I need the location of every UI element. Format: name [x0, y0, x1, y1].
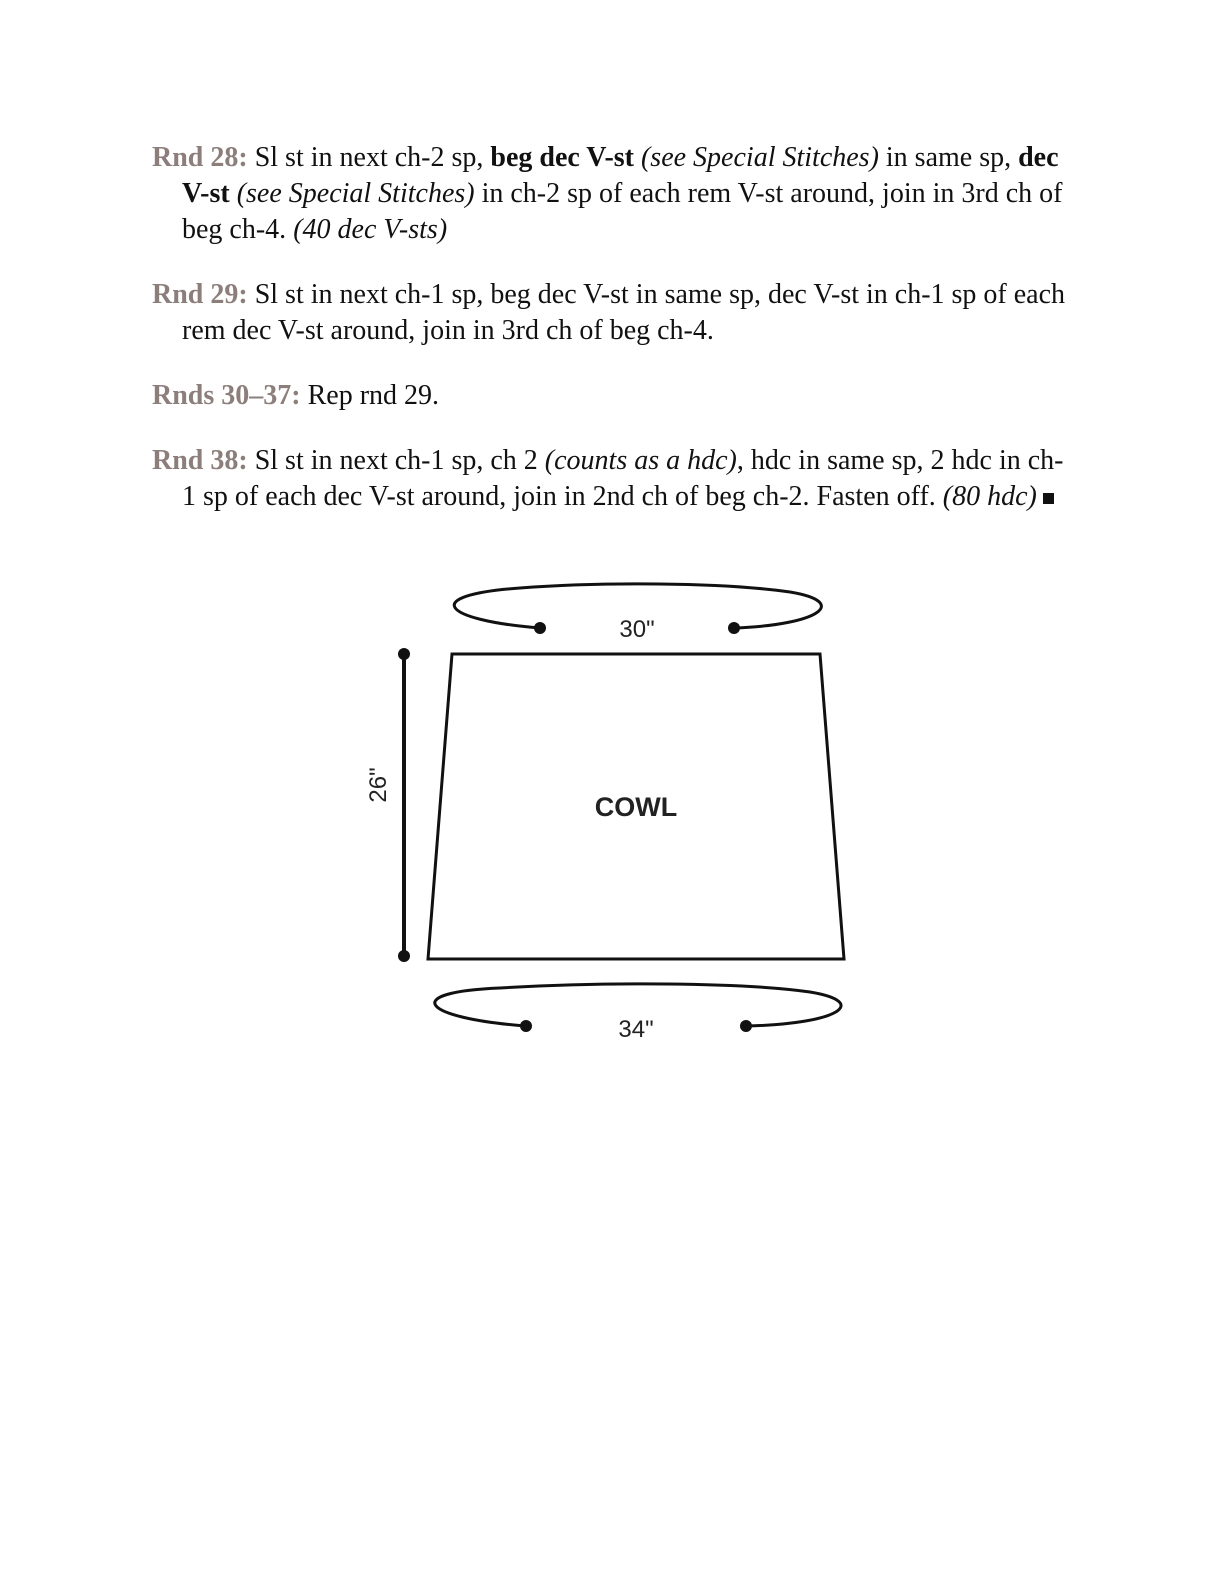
height-top-dot	[398, 648, 410, 660]
stitch-count: (80 hdc)	[942, 481, 1037, 512]
top-right-end-dot	[728, 622, 740, 634]
stitch-term-bold: dec V-st	[182, 142, 1059, 209]
top-left-end-dot	[534, 622, 546, 634]
round-label: Rnd 38:	[152, 445, 248, 476]
stitch-count: (40 dec V-sts)	[293, 214, 448, 245]
round-label: Rnd 29:	[152, 279, 248, 310]
round-text: Sl st in next ch-2 sp,	[247, 142, 491, 173]
round-label: Rnd 28:	[152, 142, 248, 173]
round-label: Rnds 30–37:	[152, 380, 301, 411]
round-text: in ch-2 sp of each rem V-st around, join in 3rd ch of beg ch-4.	[182, 178, 1063, 245]
round-text: Sl st in next ch-1 sp, ch 2	[247, 445, 545, 476]
reference-note: (see Special Stitches)	[236, 178, 475, 209]
stitch-term-bold: beg dec V-st	[490, 142, 634, 173]
bottom-right-end-dot	[740, 1020, 752, 1032]
round-text: in same sp,	[878, 142, 1019, 173]
reference-note: (counts as a hdc)	[544, 445, 737, 476]
round-text: Sl st in next ch-1 sp, beg dec V-st in same sp, dec V-st in ch-1 sp of each rem dec V-st around, join in 3rd ch of beg ch-4.	[182, 279, 1066, 346]
height-measurement: 26"	[365, 767, 392, 803]
cowl-label: COWL	[594, 792, 678, 822]
bottom-measurement: 34"	[618, 1016, 654, 1043]
height-bottom-dot	[398, 950, 410, 962]
round-text: Rep rnd 29.	[300, 380, 440, 411]
top-measurement: 30"	[619, 616, 655, 643]
bottom-left-end-dot	[520, 1020, 532, 1032]
round-text: , hdc in same sp, 2 hdc in ch-1 sp of each dec V-st around, join in 2nd ch of beg ch-2. Fasten off.	[182, 445, 1064, 512]
reference-note: (see Special Stitches)	[640, 142, 879, 173]
